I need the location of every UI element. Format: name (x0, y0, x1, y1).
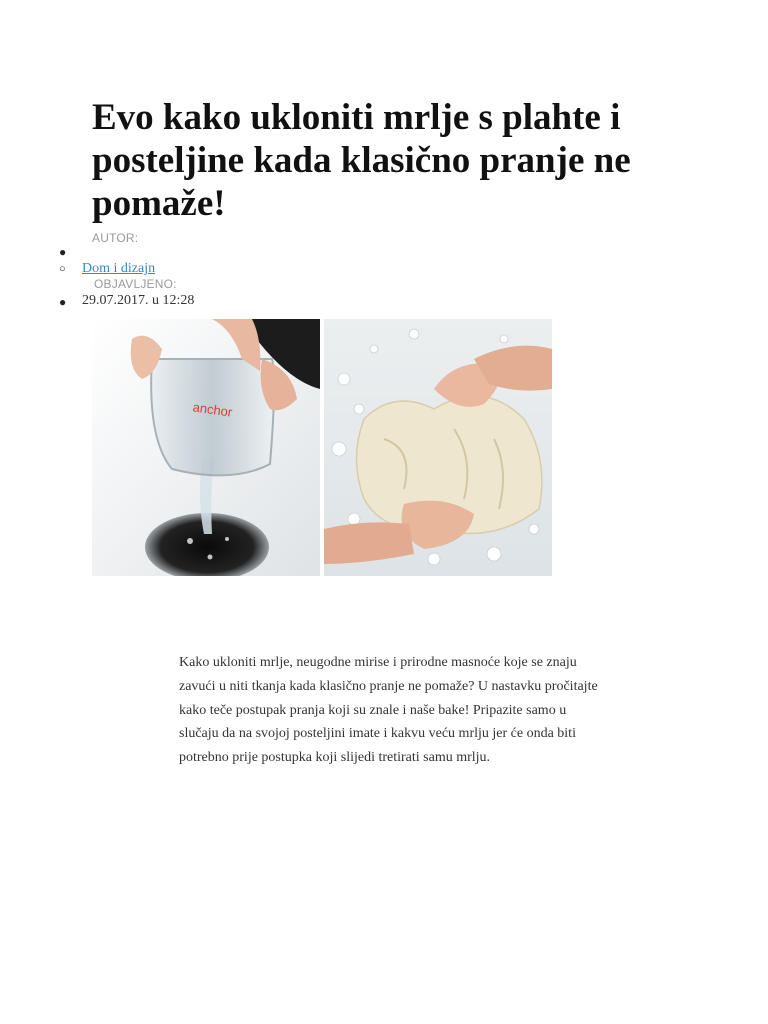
article-body: Kako ukloniti mrlje, neugodne mirise i prirodne masnoće koje se znaju zavući u niti tkanja kada klasično pranje ne pomaže? U nastavku pročitajte kako teče postupak pranja koji su znale i naše bake! Pripazite samo u slučaju da na svojoj posteljini imate i kakvu veću mrlju jer će onda biti potrebno prije postupka koji slijedi tretirati samu mrlju. (179, 655, 598, 766)
bullet-disc: ● (59, 245, 67, 259)
bullet-disc: ● (59, 295, 67, 309)
pouring-water-photo (92, 319, 320, 576)
washing-sheet-photo (324, 319, 552, 576)
article-title: Evo kako ukloniti mrlje s plahte i posteljine kada klasično pranje ne pomaže! (92, 97, 631, 224)
svg-text:anchor: anchor (191, 399, 234, 420)
bullet-circle: ○ (59, 263, 66, 275)
author-label: AUTOR: (92, 231, 139, 245)
publish-date: 29.07.2017. u 12:28 (82, 293, 195, 308)
published-label: OBJAVLJENO: (94, 277, 177, 291)
category-link[interactable]: Dom i dizajn (82, 261, 156, 276)
